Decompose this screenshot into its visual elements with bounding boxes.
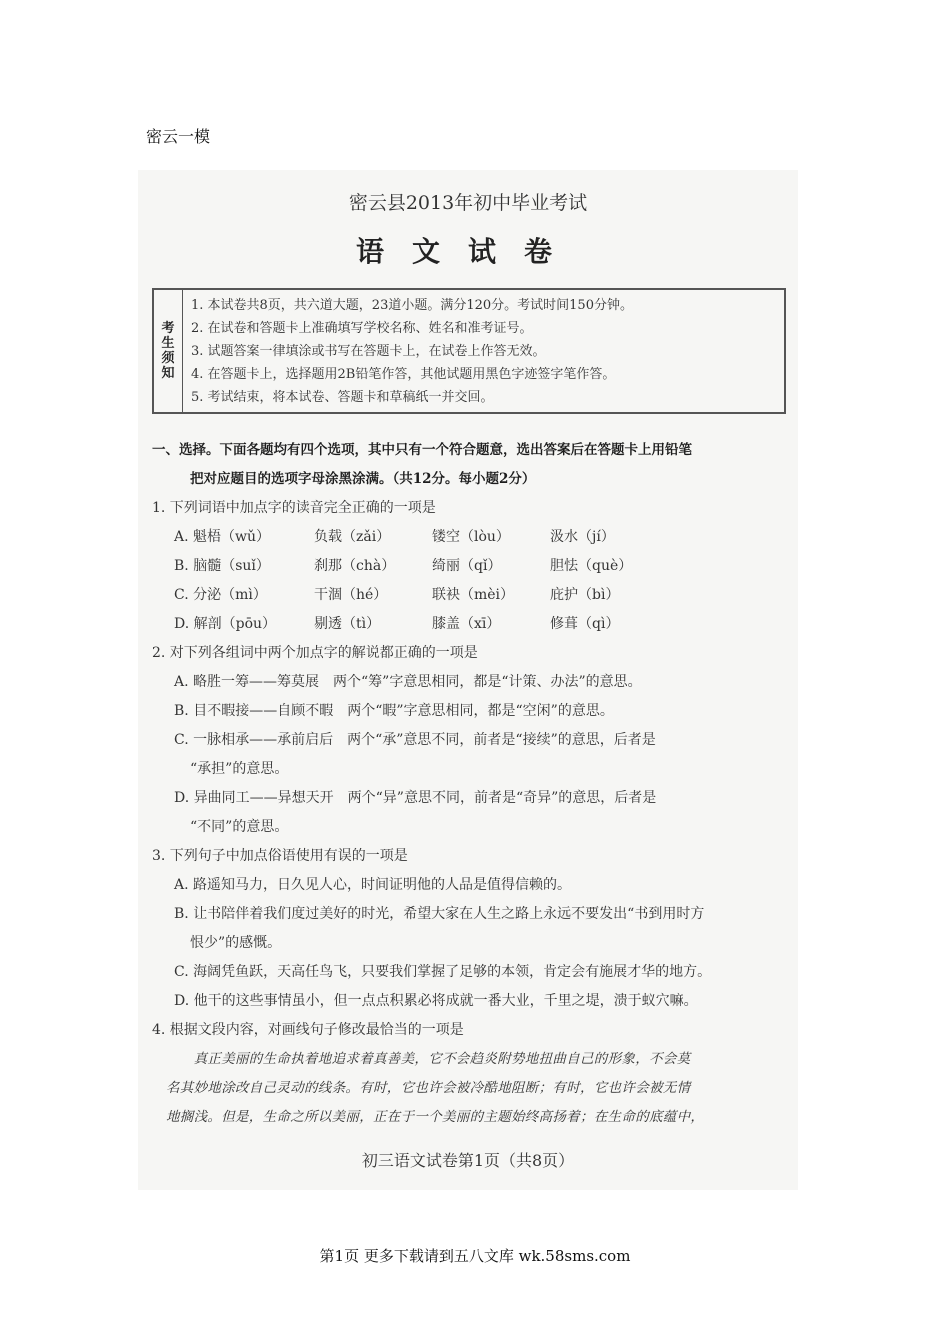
- option-cell: B. 脑髓（suǐ）: [174, 558, 270, 574]
- notice-list: [183, 290, 784, 412]
- option-cell: 刹那（chà）: [314, 558, 396, 574]
- option-line: A. 路遥知马力，日久见人心，时间证明他的人品是值得信赖的。: [174, 877, 572, 893]
- option-cell: 干涸（hé）: [314, 587, 388, 603]
- option-line: D. 他干的这些事情虽小，但一点点积累必将成就一番大业，千里之堤，溃于蚁穴嘛。: [174, 993, 698, 1009]
- option-line: A. 略胜一筹——筹莫展 两个“筹”字意思相同，都是“计策、办法”的意思。: [174, 674, 642, 690]
- passage-line: 地搁浅。但是，生命之所以美丽，正在于一个美丽的主题始终高扬着；在生命的底蕴中，: [166, 1109, 705, 1125]
- option-cell: 镂空（lòu）: [432, 529, 510, 545]
- option-cell: A. 魁梧（wǔ）: [174, 529, 271, 545]
- notice-side-char: 考: [161, 321, 175, 336]
- option-cell: 汲水（jí）: [550, 529, 615, 545]
- option-cell: 膝盖（xī）: [432, 616, 501, 632]
- option-row: [152, 523, 788, 552]
- notice-side-char: 须: [161, 351, 175, 366]
- option-line: C. 海阔凭鱼跃，天高任鸟飞，只要我们掌握了足够的本领，肯定会有施展才华的地方。: [174, 964, 712, 980]
- option-line: C. 一脉相承——承前启后 两个“承”意思不同，前者是“接续”的意思，后者是: [174, 732, 656, 748]
- option-cell: 剔透（tì）: [314, 616, 381, 632]
- question-stem: 1. 下列词语中加点字的读音完全正确的一项是: [152, 500, 436, 516]
- option-cell: 修葺（qì）: [550, 616, 620, 632]
- question-stem: 4. 根据文段内容，对画线句子修改最恰当的一项是: [152, 1022, 464, 1038]
- option-line: 恨少”的感慨。: [190, 935, 282, 951]
- page-number-footer: 初三语文试卷第1页（共8页）: [361, 1151, 575, 1170]
- option-line: “不同”的意思。: [190, 819, 289, 835]
- exam-body: [152, 436, 788, 1132]
- option-line: B. 让书陪伴着我们度过美好的时光，希望大家在人生之路上永远不要发出“书到用时方: [174, 906, 705, 922]
- option-row: [152, 552, 788, 581]
- notice-side-label: [154, 290, 183, 412]
- notice-side-char: 知: [161, 366, 175, 381]
- section-heading: 一、选择。下面各题均有四个选项，其中只有一个符合题意，选出答案后在答题卡上用铅笔: [152, 442, 692, 458]
- exam-title: 密云县2013年初中毕业考试: [348, 192, 588, 214]
- option-line: “承担”的意思。: [190, 761, 289, 777]
- section-heading: 把对应题目的选项字母涂黑涂满。（共12分。每小题2分）: [190, 471, 536, 487]
- question-stem: 2. 对下列各组词中两个加点字的解说都正确的一项是: [152, 645, 478, 661]
- option-row: [152, 581, 788, 610]
- header-label: 密云一模: [146, 127, 211, 146]
- option-line: B. 目不暇接——自顾不暇 两个“暇”字意思相同，都是“空闲”的意思。: [174, 703, 614, 719]
- option-cell: 联袂（mèi）: [432, 587, 515, 603]
- option-cell: 胆怯（què）: [550, 558, 633, 574]
- question-stem: 3. 下列句子中加点俗语使用有误的一项是: [152, 848, 408, 864]
- option-line: D. 异曲同工——异想天开 两个“异”意思不同，前者是“奇异”的意思，后者是: [174, 790, 657, 806]
- notice-item: 5. 考试结束，将本试卷、答题卡和草稿纸一并交回。: [191, 390, 494, 405]
- option-row: [152, 610, 788, 639]
- notice-item: 1. 本试卷共8页，共六道大题，23道小题。满分120分。考试时间150分钟。: [191, 298, 633, 313]
- option-cell: 绮丽（qǐ）: [432, 558, 502, 574]
- option-cell: D. 解剖（pōu）: [174, 616, 277, 632]
- passage-line: 真正美丽的生命执着地追求着真善美，它不会趋炎附势地扭曲自己的形象，不会莫: [166, 1051, 691, 1067]
- scanned-exam-page: [138, 170, 798, 1190]
- download-footer: 第1页 更多下载请到五八文库 wk.58sms.com: [319, 1247, 631, 1265]
- option-cell: C. 分泌（mì）: [174, 587, 267, 603]
- notice-item: 2. 在试卷和答题卡上准确填写学校名称、姓名和准考证号。: [191, 321, 533, 336]
- passage-line: 名其妙地涂改自己灵动的线条。有时，它也许会被冷酷地阻断；有时，它也许会被无情: [166, 1080, 691, 1096]
- subject-title: 语文试卷: [355, 235, 580, 268]
- notice-side-char: 生: [161, 336, 175, 351]
- option-cell: 庇护（bì）: [550, 587, 620, 603]
- notice-item: 4. 在答题卡上，选择题用2B铅笔作答，其他试题用黑色字迹签字笔作答。: [191, 367, 616, 382]
- notice-box: [152, 288, 786, 414]
- option-cell: 负载（zǎi）: [314, 529, 391, 545]
- notice-item: 3. 试题答案一律填涂或书写在答题卡上，在试卷上作答无效。: [191, 344, 546, 359]
